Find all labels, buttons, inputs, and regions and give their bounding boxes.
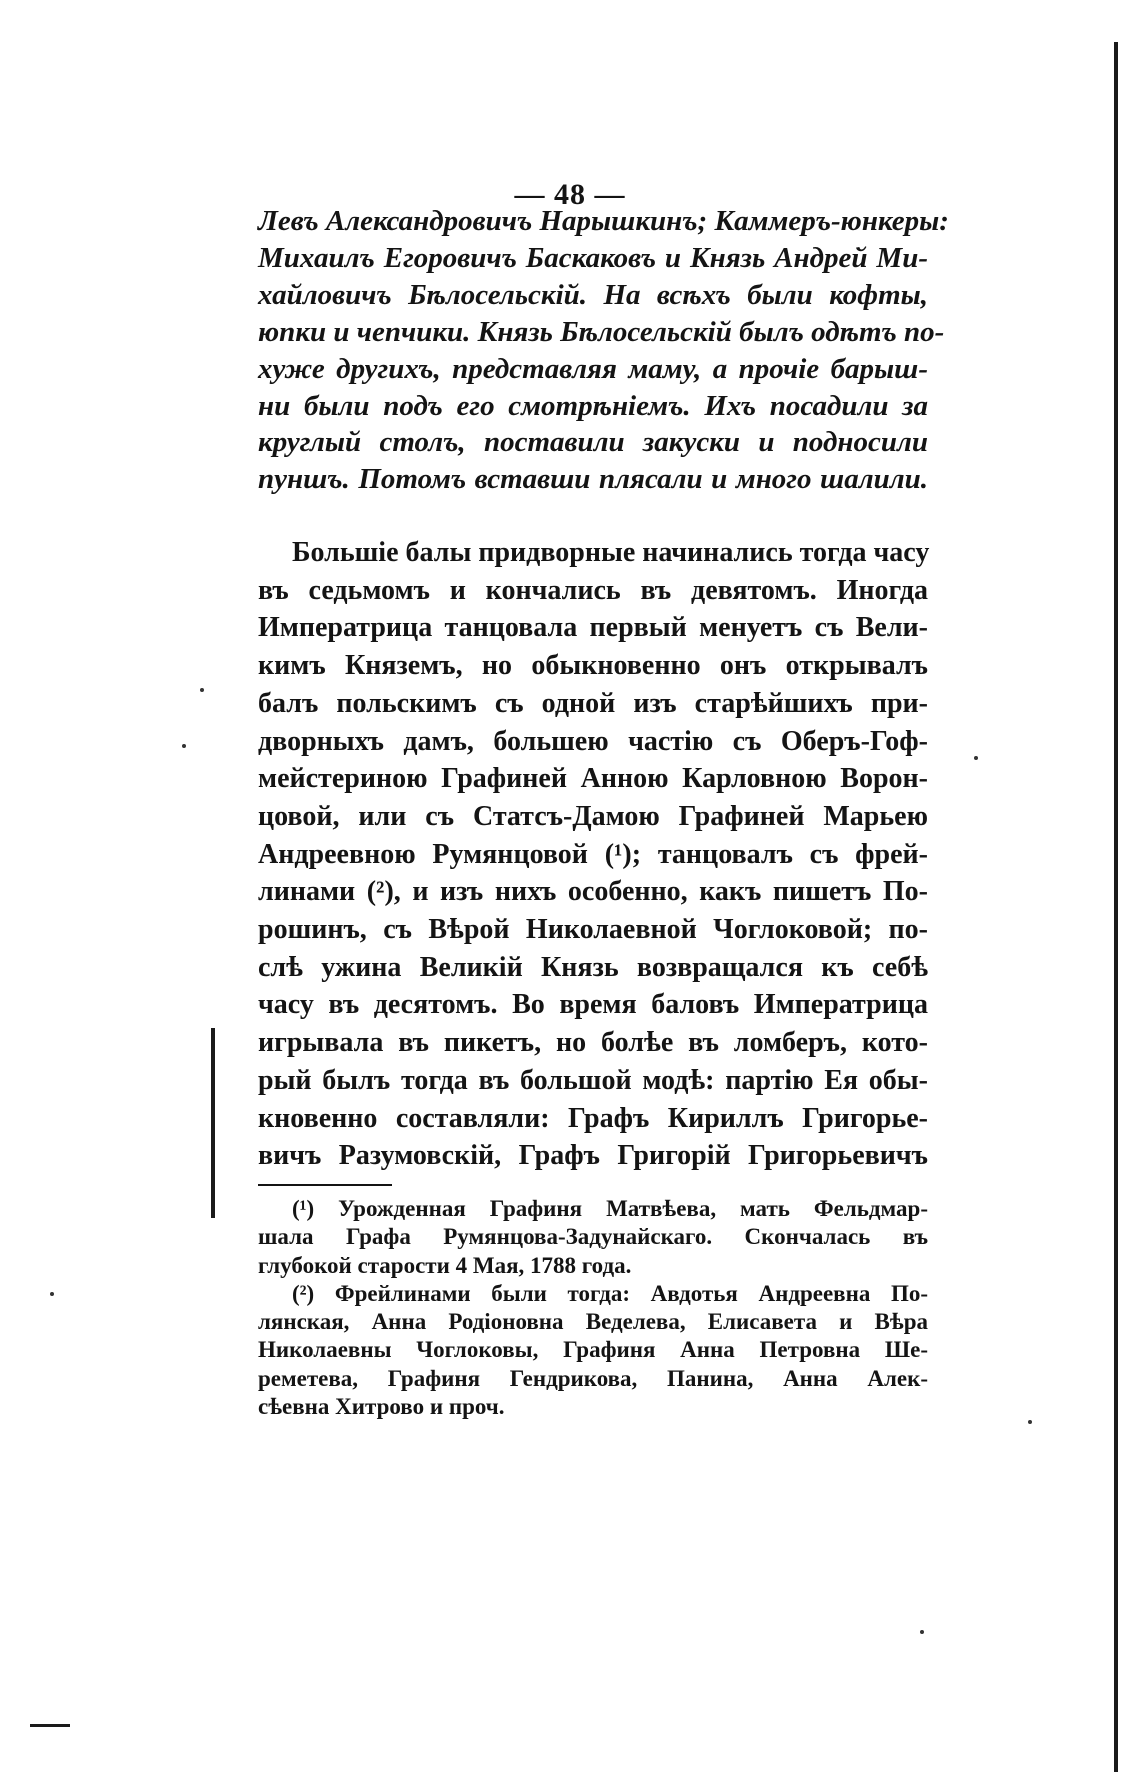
text-line: хайловичъ Бѣлосельскій. На всѣхъ были кофты, [258, 278, 928, 311]
text-line: кимъ Княземъ, но обыкновенно онъ открывалъ [258, 650, 928, 682]
footnote-line: глубокой старости 4 Мая, 1788 года. [258, 1252, 632, 1278]
footnote-line: Николаевны Чоглоковы, Графиня Анна Петровна Ше- [258, 1337, 928, 1363]
scan-dash-mark [30, 1724, 70, 1727]
main-paragraph [258, 534, 928, 1175]
footnote-line: реметева, Графиня Гендрикова, Панина, Анна Алек- [258, 1365, 928, 1391]
scan-speck [920, 1630, 924, 1634]
footnote-line: шала Графа Румянцова-Задунайскаго. Скончалась въ [258, 1224, 928, 1250]
text-line: Большіе балы придворные начинались тогда часу [292, 537, 930, 568]
text-line: рошинъ, съ Вѣрой Николаевной Чоглоковой; по- [258, 914, 928, 946]
margin-mark [211, 1028, 215, 1218]
text-line: мейстериною Графиней Анною Карловною Ворон- [258, 763, 928, 795]
text-line: ни были подъ его смотрѣніемъ. Ихъ посадили за [258, 389, 928, 422]
footnote-line: лянская, Анна Родіоновна Веделева, Елисавета и Вѣра [258, 1309, 928, 1335]
text-line: пуншъ. Потомъ вставши плясали и много шалили. [258, 463, 928, 496]
footnote-line: сѣевна Хитрово и проч. [258, 1394, 505, 1420]
italic-passage [258, 203, 949, 498]
text-line: цовой, или съ Статсъ-Дамою Графиней Марьею [258, 800, 928, 832]
text-line: вичъ Разумовскій, Графъ Григорій Григорьевичъ [258, 1140, 928, 1172]
text-line: круглый столъ, поставили закуски и подносили [258, 426, 928, 459]
text-line: кновенно составляли: Графъ Кириллъ Григорье- [258, 1102, 928, 1134]
footnote-line: (¹) Урожденная Графиня Матвѣева, мать Фельдмар- [292, 1196, 928, 1221]
text-line: Андреевною Румянцовой (¹); танцовалъ съ фрей- [258, 838, 928, 870]
footnote-divider [258, 1184, 392, 1186]
scan-speck [974, 756, 978, 760]
scan-speck [1028, 1420, 1032, 1424]
footnotes [258, 1195, 928, 1421]
scan-speck [50, 1292, 54, 1296]
text-line: въ седьмомъ и кончались въ девятомъ. Иногда [258, 574, 928, 606]
text-line: дворныхъ дамъ, большею частію съ Оберъ-Гоф- [258, 725, 928, 757]
text-line: рый былъ тогда въ большой модѣ: партію Ея обы- [258, 1064, 928, 1096]
scan-speck [182, 744, 186, 748]
text-line: линами (²), и изъ нихъ особенно, какъ пишетъ По- [258, 876, 928, 908]
text-line: Михаилъ Егоровичъ Баскаковъ и Князь Андрей Ми- [258, 241, 928, 274]
scan-speck [200, 688, 204, 692]
text-line: Императрица танцовала первый менуетъ съ Вели- [258, 612, 928, 644]
text-line: Левъ Александровичъ Нарышкинъ; Каммеръ-юнкеры: [258, 205, 949, 237]
text-line: хуже другихъ, представляя маму, а прочіе барыш- [258, 352, 928, 385]
scan-edge-line [1114, 42, 1118, 1772]
footnote-line: (²) Фрейлинами были тогда: Авдотья Андреевна По- [292, 1280, 928, 1306]
text-line: игрывала въ пикетъ, но болѣе въ ломберъ, кото- [258, 1027, 928, 1059]
text-line: часу въ десятомъ. Во время баловъ Императрица [258, 989, 928, 1021]
text-line: балъ польскимъ съ одной изъ старѣйшихъ при- [258, 687, 928, 719]
text-line: слѣ ужина Великій Князь возвращался къ себѣ [258, 951, 928, 983]
text-line: юпки и чепчики. Князь Бѣлосельскій былъ одѣтъ по- [258, 315, 945, 348]
page-number: — 48 — [514, 178, 626, 211]
